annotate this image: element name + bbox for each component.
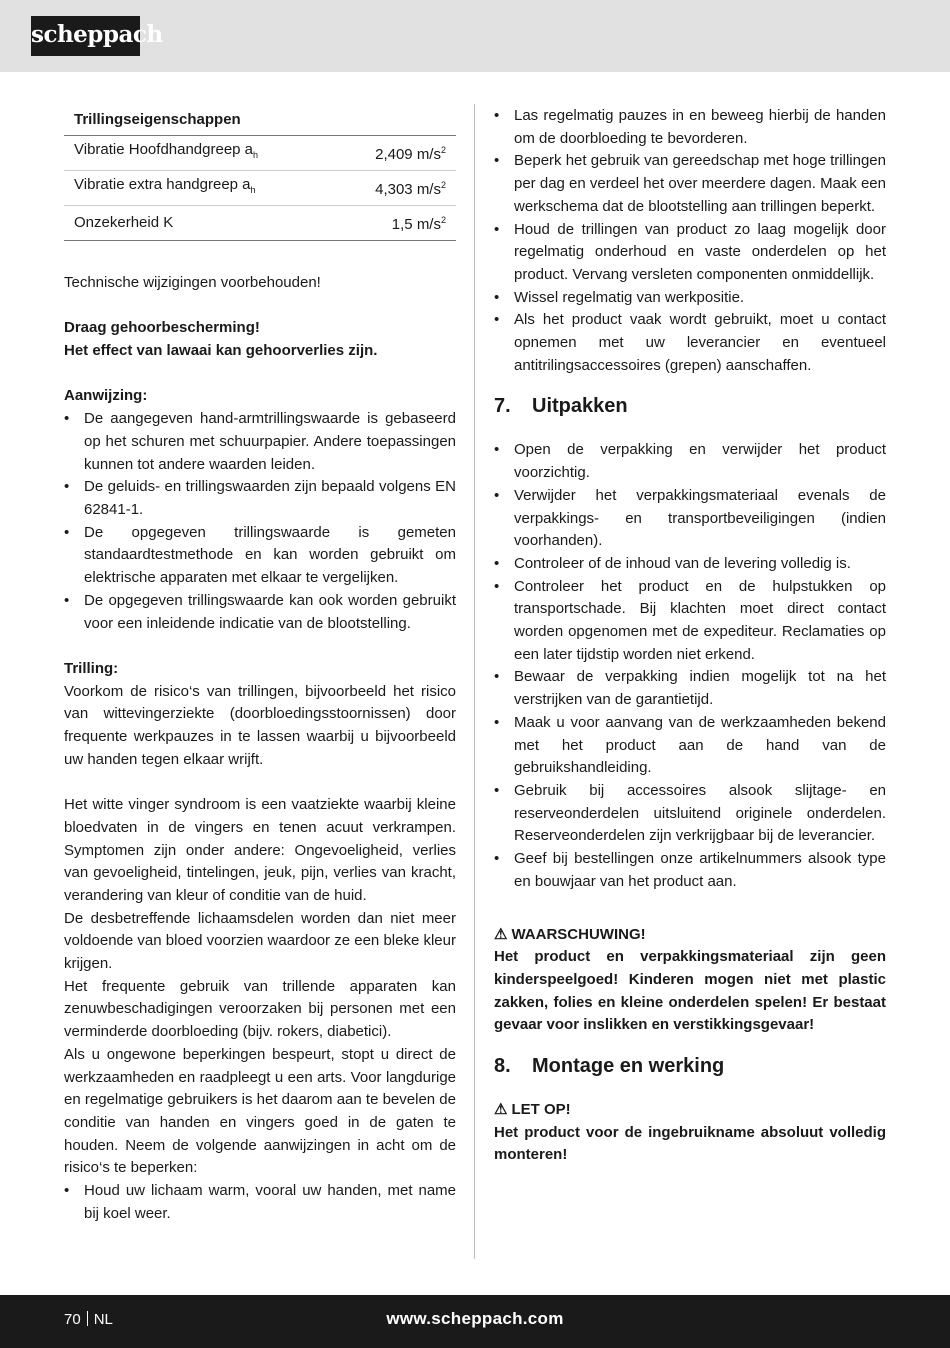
list-item: • Verwijder het verpakkingsmateriaal evenals de verpakkings- en transportbeveiligingen (indien voorhanden). [494, 485, 886, 553]
row-label: Vibratie extra handgreep $a_h$ [74, 176, 256, 196]
list-item: • Bewaar de verpakking indien mogelijk tot na het verstrijken van de garantietijd. [494, 666, 886, 711]
list-item: • Als het product vaak wordt gebruikt, moet u contact opnemen met uw leverancier en eventueel antitrilingsaccessoires (grepen) aanschaffen. [494, 309, 886, 377]
left-column [64, 105, 456, 1225]
list-item: • De aangegeven hand-armtrillingswaarde is gebaseerd op het schuren met schuurpapier. Andere toepassingen kunnen tot andere waarden leiden. [64, 408, 456, 476]
list-item: • Controleer of de inhoud van de levering volledig is. [494, 553, 886, 576]
vibration-heading: Trilling: [64, 659, 119, 677]
list-item: • Maak u voor aanvang van de werkzaamheden bekend met het product aan de hand van de gebruikshandleiding. [494, 712, 886, 780]
page-number: 70 [64, 1311, 81, 1328]
vibration-paragraph: De desbetreffende lichaamsdelen worden dan niet meer voldoende van bloed voorzien waardoor ze een bleke kleur krijgen. [64, 909, 456, 973]
caution-text: Het product voor de ingebruikname absoluut volledig monteren! [494, 1123, 886, 1164]
list-item: • Wissel regelmatig van werkpositie. [494, 287, 886, 310]
section-heading-assembly [494, 1053, 886, 1079]
list-item: • Gebruik bij accessoires alsook slijtage- en reserveonderdelen uitsluitend originele onderdelen. Reserveonderdelen zijn verkrijgbaar bij de leverancier. [494, 780, 886, 848]
warning-text: Het product en verpakkingsmateriaal zijn geen kinderspeelgoed! Kinderen mogen niet met plastic zakken, folies en kleine onderdelen spelen! Er bestaat gevaar voor inslikken en verstikkingsgevaar! [494, 948, 886, 1034]
technical-note: Technische wijzigingen voorbehouden! [64, 274, 321, 291]
vibration-tips-list [494, 105, 886, 377]
section-title: Montage en werking [532, 1055, 725, 1078]
list-item: • Beperk het gebruik van gereedschap met hoge trillingen per dag en verdeel het over meerdere dagen. Maak een werkschema dat de blootstelling aan trillingen beperkt. [494, 150, 886, 218]
warning-heading: ⚠ WAARSCHUWING! [494, 925, 646, 943]
list-item: • De opgegeven trillingswaarde kan ook worden gebruikt voor een inleidende indicatie van de blootstelling. [64, 590, 456, 635]
section-title: Uitpakken [532, 395, 628, 418]
note-heading: Aanwijzing: [64, 387, 148, 405]
list-item: • Geef bij bestellingen onze artikelnummers alsook type en bouwjaar van het product aan. [494, 848, 886, 893]
table-row [64, 171, 456, 206]
column-divider [474, 104, 475, 1259]
list-item: • Houd uw lichaam warm, vooral uw handen, met name bij koel weer. [64, 1180, 456, 1225]
vibration-table [64, 105, 456, 241]
hearing-loss-note: Het effect van lawaai kan gehoorverlies zijn. [64, 342, 378, 360]
page-footer [0, 1295, 950, 1348]
row-value: 1,5 $m/s^2$ [391, 215, 446, 234]
vibration-paragraph: Als u ongewone beperkingen bespeurt, stopt u direct de werkzaamheden en raadpleegt u een arts. Voor langdurige en regelmatige gebruikers is het daarom aan te bevelen de conditie van handen en vingers goed in de gaten te houden. Neem de volgende aanwijzingen in acht om de risico‘s te beperken: [64, 1045, 456, 1177]
list-item: • Las regelmatig pauzes in en beweeg hierbij de handen om de doorbloeding te bevorderen. [494, 105, 886, 150]
hearing-protection-note: Draag gehoorbescherming! [64, 319, 260, 337]
vibration-paragraph: Het frequente gebruik van trillende apparaten kan zenuwbeschadigingen veroorzaken bij personen met een verminderde doorbloeding (bijv. rokers, diabetici). [64, 977, 456, 1041]
section-heading-unpacking [494, 393, 886, 419]
list-item: • De geluids- en trillingswaarden zijn bepaald volgens EN 62841-1. [64, 476, 456, 521]
note-list [64, 408, 456, 635]
unpacking-list [494, 439, 886, 893]
row-label: Onzekerheid K [74, 213, 174, 231]
section-number: 7. [494, 395, 511, 418]
list-item: • Houd de trillingen van product zo laag mogelijk door regelmatig onderhoud en vaste onderdelen op het product. Vervang versleten componenten onmiddellijk. [494, 219, 886, 287]
brand-logo: scheppach [31, 16, 140, 56]
row-label: Vibratie Hoofdhandgreep $a_h$ [74, 141, 259, 161]
list-item: • De opgegeven trillingswaarde is gemeten standaardtestmethode en kan worden gebruikt om elektrische apparaten met elkaar te vergelijken. [64, 522, 456, 590]
language-code: NL [93, 1311, 113, 1328]
caution-heading: ⚠ LET OP! [494, 1101, 571, 1119]
right-column [494, 105, 886, 1167]
list-item: • Open de verpakking en verwijder het product voorzichtig. [494, 439, 886, 484]
section-number: 8. [494, 1055, 511, 1078]
row-value: 2,409 $m/s^2$ [375, 145, 446, 164]
vibration-paragraph: Het witte vinger syndroom is een vaatziekte waarbij kleine bloedvaten in de vingers en tenen acuut verkrampen. Symptomen zijn onder andere: Ongevoeligheid, verlies van gevoeligheid, tintelingen, jeuk, pijn, verlies van kracht, verandering van kleur of conditie van de huid. [64, 796, 456, 904]
website-url: www.scheppach.com [386, 1309, 564, 1328]
table-row [64, 206, 456, 241]
row-value: 4,303 $m/s^2$ [375, 180, 446, 199]
table-row [64, 136, 456, 171]
table-title: Trillingseigenschappen [64, 105, 456, 136]
warning-triangle-icon: ⚠ [494, 925, 508, 943]
vibration-list [64, 1180, 456, 1225]
page-header [0, 0, 950, 72]
warning-triangle-icon: ⚠ [494, 1101, 508, 1119]
vibration-paragraph: Voorkom de risico‘s van trillingen, bijvoorbeeld het risico van wittevingerziekte (doorbloedingsstoornissen) door frequente werkpauzes in te lassen waarbij u bijvoorbeeld uw handen tegen elkaar wrijft. [64, 682, 456, 768]
list-item: • Controleer het product en de hulpstukken op transportschade. Bij klachten moet direct contact worden opgenomen met de expediteur. Reclamaties op een later tijdstip worden niet erkend. [494, 576, 886, 667]
